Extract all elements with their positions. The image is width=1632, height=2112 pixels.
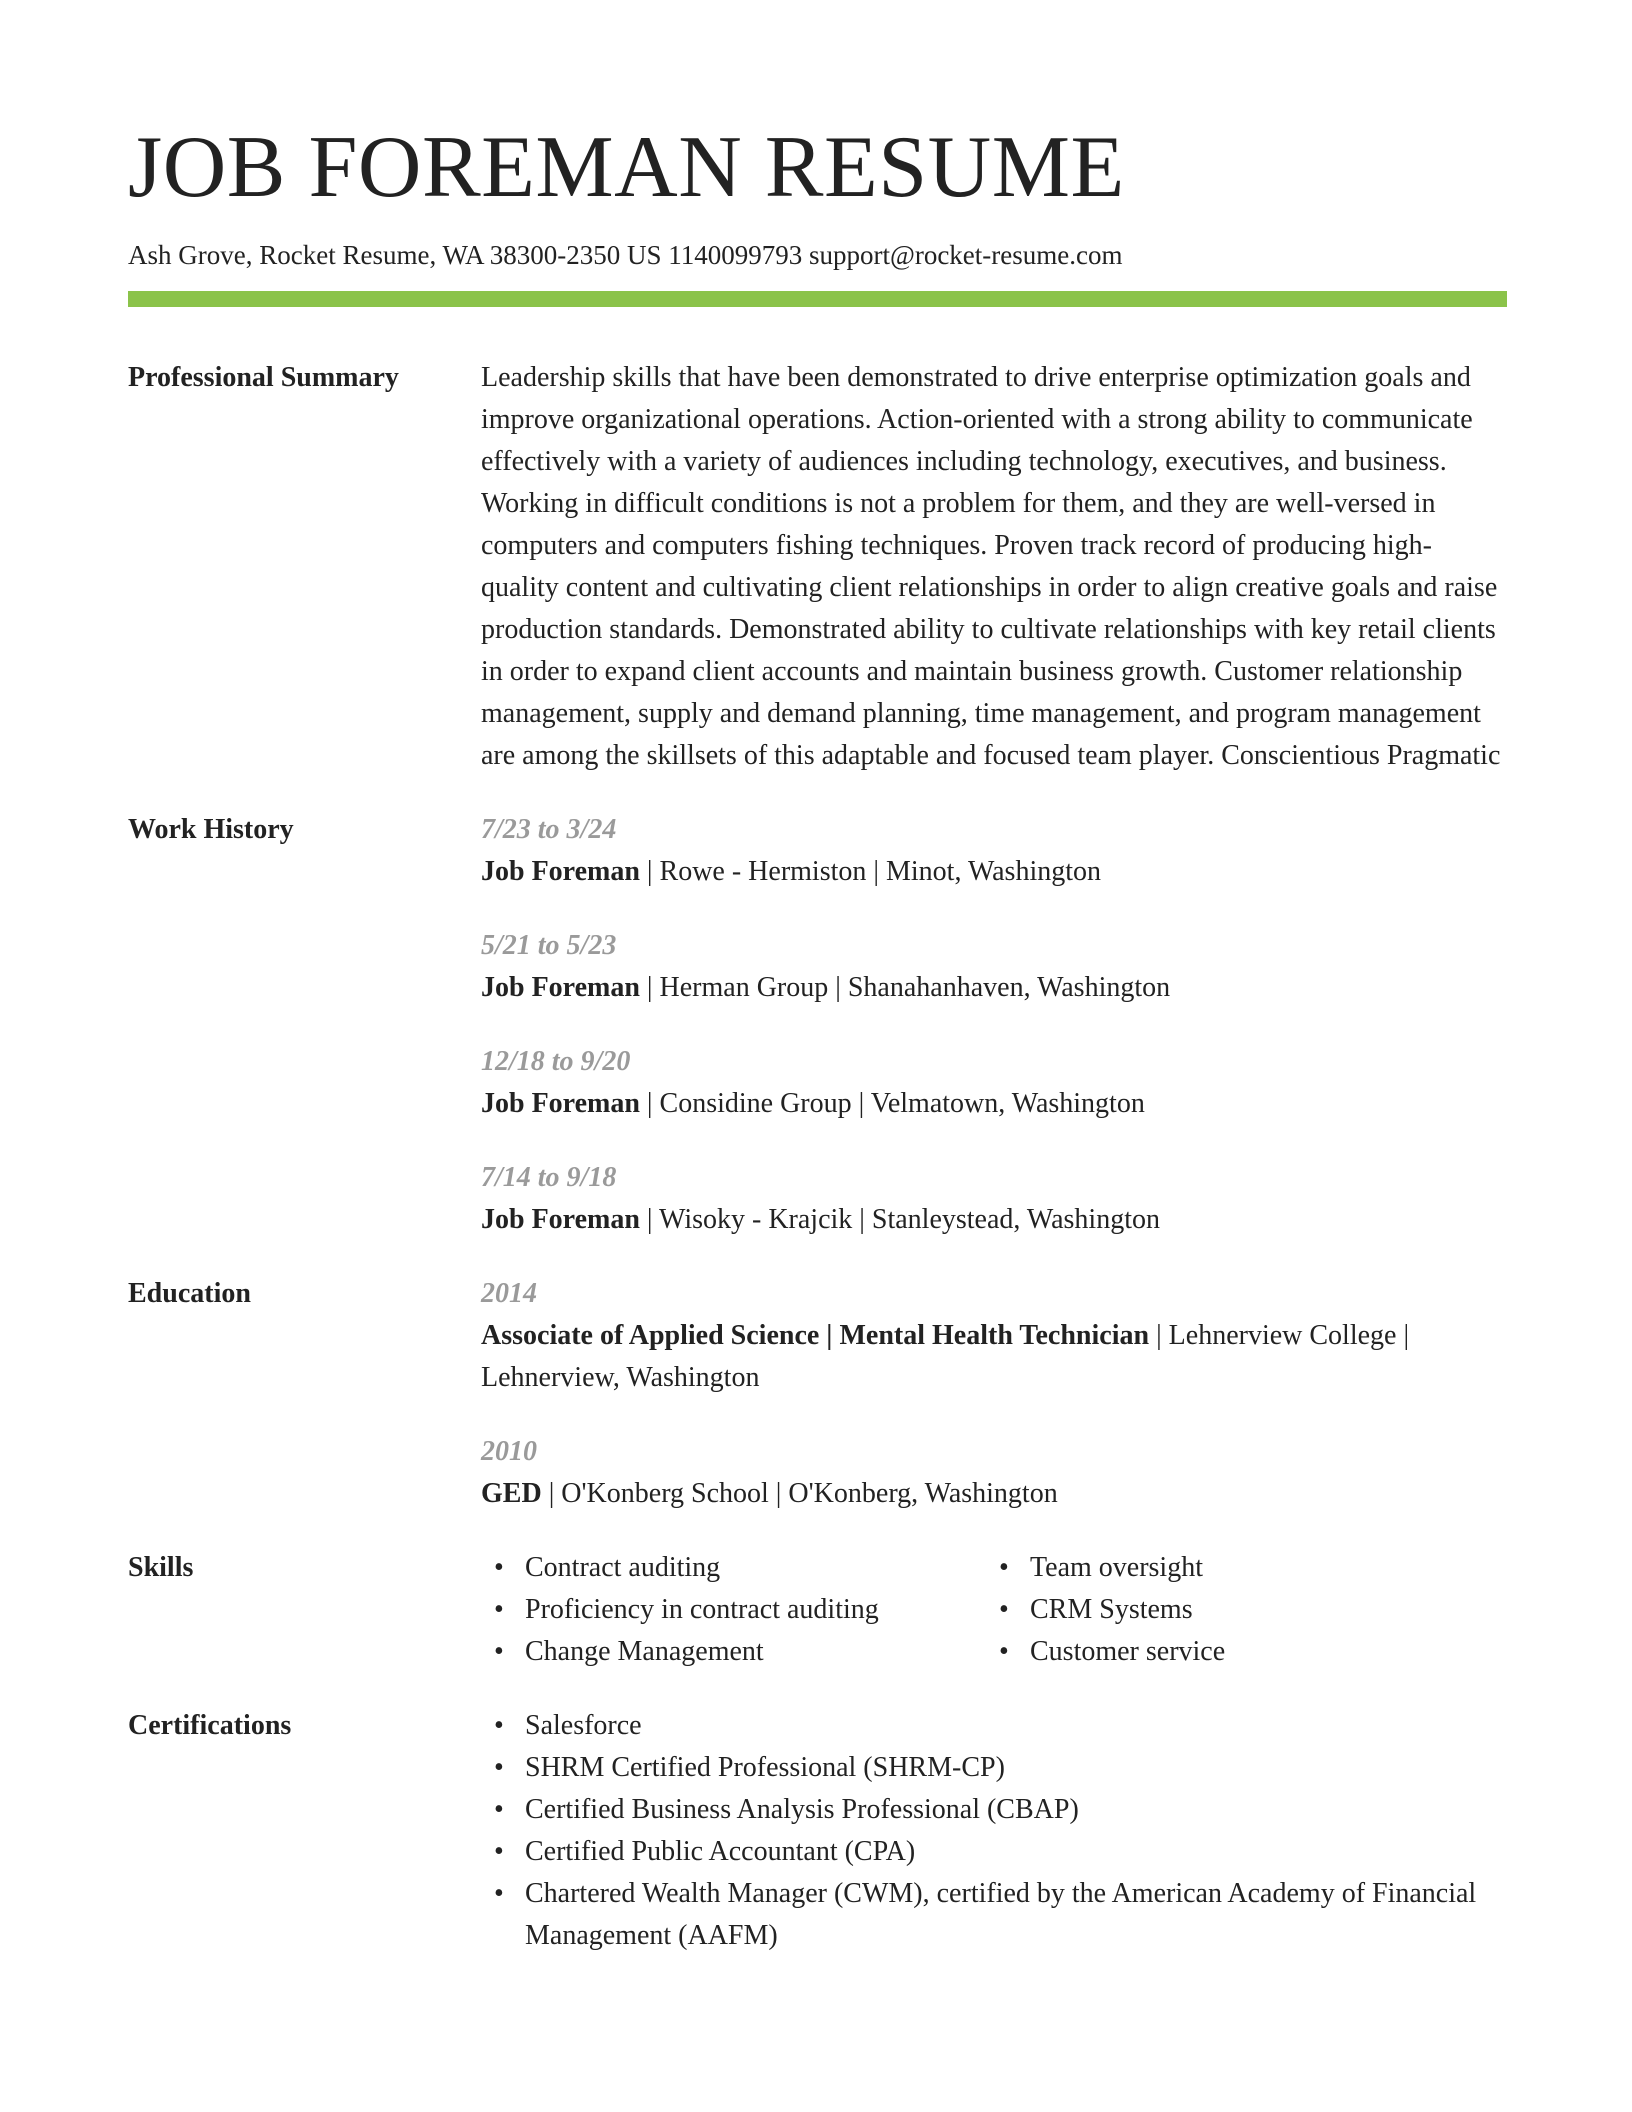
work-entry xyxy=(481,809,1507,893)
accent-divider xyxy=(128,291,1507,307)
degree-title: GED xyxy=(481,1478,542,1509)
certification-item: • Chartered Wealth Manager (CWM), certified by the American Academy of Financial Management (AAFM) xyxy=(494,1878,1477,1951)
skills-label: Skills xyxy=(128,1552,194,1583)
certification-item: • Certified Public Accountant (CPA) xyxy=(494,1836,916,1867)
education-year: 2010 xyxy=(481,1436,537,1467)
work-history-section xyxy=(128,809,1507,1241)
education-year: 2014 xyxy=(481,1278,537,1309)
degree-details: | O'Konberg School | O'Konberg, Washington xyxy=(541,1478,1058,1509)
resume-title: JOB FOREMAN RESUME xyxy=(128,119,1125,216)
certification-item: • Certified Business Analysis Professional (CBAP) xyxy=(494,1794,1079,1825)
skill-item: • Customer service xyxy=(999,1636,1226,1667)
certification-item: • SHRM Certified Professional (SHRM-CP) xyxy=(494,1752,1005,1783)
job-details: | Herman Group | Shanahanhaven, Washington xyxy=(639,972,1171,1003)
skill-item: • Proficiency in contract auditing xyxy=(494,1594,879,1625)
skill-item: • Team oversight xyxy=(999,1552,1203,1583)
skills-section xyxy=(128,1547,1507,1673)
skill-item: • Contract auditing xyxy=(494,1552,721,1583)
certifications-label: Certifications xyxy=(128,1710,292,1741)
skills-column-2 xyxy=(986,1547,1491,1673)
degree-details: | Lehnerview College | Lehnerview, Washington xyxy=(481,1320,1410,1393)
job-details: | Wisoky - Krajcik | Stanleystead, Washington xyxy=(639,1204,1160,1235)
education-entry xyxy=(481,1431,1507,1515)
degree-title: Associate of Applied Science | Mental Health Technician xyxy=(481,1320,1150,1351)
job-title: Job Foreman xyxy=(481,1088,640,1119)
education-section xyxy=(128,1273,1507,1515)
skill-item: • CRM Systems xyxy=(999,1594,1193,1625)
education-label: Education xyxy=(128,1278,251,1309)
work-history-label: Work History xyxy=(128,814,294,845)
work-dates: 7/23 to 3/24 xyxy=(481,814,617,845)
certifications-section xyxy=(128,1705,1507,1957)
job-title: Job Foreman xyxy=(481,972,640,1003)
skills-column-1 xyxy=(481,1547,986,1673)
work-entry xyxy=(481,1157,1507,1241)
education-entry xyxy=(481,1273,1507,1399)
contact-line: Ash Grove, Rocket Resume, WA 38300-2350 US 1140099793 support@rocket-resume.com xyxy=(128,240,1123,270)
job-title: Job Foreman xyxy=(481,856,640,887)
summary-label: Professional Summary xyxy=(128,362,399,393)
summary-section xyxy=(128,357,1507,777)
work-dates: 12/18 to 9/20 xyxy=(481,1046,631,1077)
work-dates: 5/21 to 5/23 xyxy=(481,930,617,961)
certifications-list xyxy=(481,1705,1507,1957)
work-dates: 7/14 to 9/18 xyxy=(481,1162,617,1193)
work-entry xyxy=(481,1041,1507,1125)
summary-text: Leadership skills that have been demonstrated to drive enterprise optimization goals and improve organizational operations. Action-oriented with a strong ability to communicate effectively with a variety of audiences including technology, executives, and business. Working in difficult conditions is not a problem for them, and they are well-versed in computers and computers fishing techniques. Proven track record of producing high-quality content and cultivating client relationships in order to align creative goals and raise production standards. Demonstrated ability to cultivate relationships with key retail clients in order to expand client accounts and maintain business growth. Customer relationship management, supply and demand planning, time management, and program management are among the skillsets of this adaptable and focused team player. Conscientious Pragmatic xyxy=(481,362,1501,771)
job-details: | Considine Group | Velmatown, Washington xyxy=(639,1088,1145,1119)
certification-item: • Salesforce xyxy=(494,1710,642,1741)
job-title: Job Foreman xyxy=(481,1204,640,1235)
work-entry xyxy=(481,925,1507,1009)
skill-item: • Change Management xyxy=(494,1636,764,1667)
job-details: | Rowe - Hermiston | Minot, Washington xyxy=(639,856,1102,887)
